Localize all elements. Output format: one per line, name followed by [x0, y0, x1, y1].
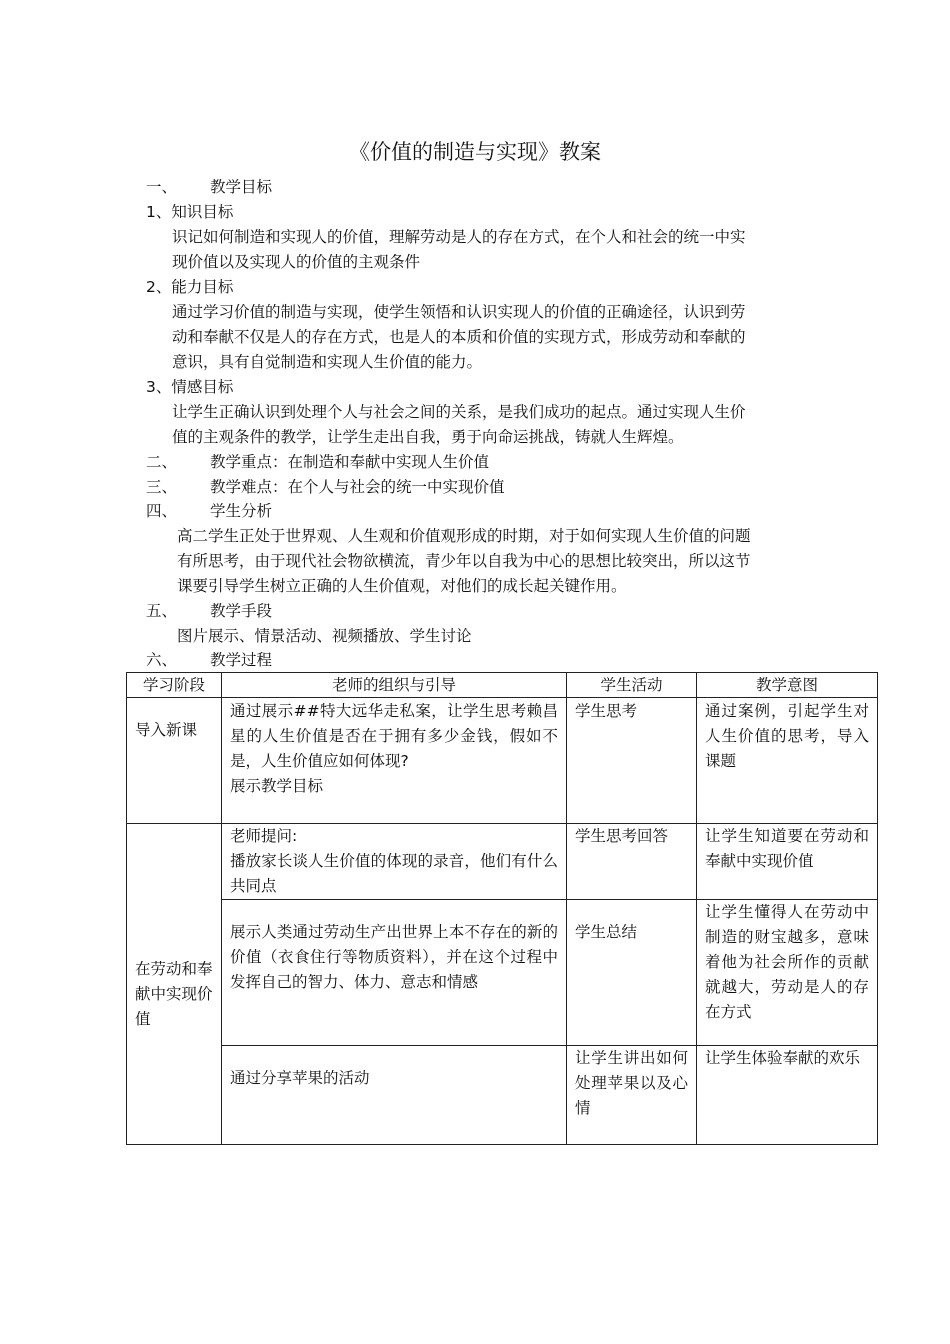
- student-analysis-line-1: 高二学生正处于世界观、人生观和价值观形成的时期，对于如何实现人生价值的问题: [177, 527, 751, 545]
- table-row: [127, 900, 878, 1046]
- section-6-heading: 教学过程: [210, 651, 273, 669]
- intent-question: 让学生知道要在劳动和奉献中实现价值: [697, 824, 878, 900]
- section-1-heading: 教学目标: [210, 178, 273, 196]
- ability-goal-line-2: 动和奉献不仅是人的存在方式，也是人的本质和价值的实现方式，形成劳动和奉献的: [172, 328, 746, 346]
- activity-intro: 学生思考: [567, 698, 697, 824]
- intent-intro: 通过案例，引起学生对人生价值的思考，导入课题: [697, 698, 878, 824]
- student-analysis-line-3: 课要引导学生树立正确的人生价值观，对他们的成长起关键作用。: [177, 577, 627, 595]
- table-header-row: [127, 673, 878, 698]
- header-student-activity: 学生活动: [567, 673, 697, 698]
- header-teacher-guidance: 老师的组织与引导: [222, 673, 567, 698]
- stage-labor-dedication: 在劳动和奉献中实现价值: [127, 824, 222, 1145]
- guide-cell-question: [222, 824, 567, 900]
- guide-apple: 通过分享苹果的活动: [222, 1046, 567, 1145]
- intent-labor: 让学生懂得人在劳动中制造的财宝越多，意味着他为社会所作的贡献就越大，劳动是人的存在方式: [697, 900, 878, 1046]
- guide-question-text: 播放家长谈人生价值的体现的录音，他们有什么共同点: [230, 852, 558, 895]
- activity-question: 学生思考回答: [567, 824, 697, 900]
- stage-intro: 导入新课: [127, 698, 222, 824]
- table-row: [127, 1046, 878, 1145]
- header-teaching-intent: 教学意图: [697, 673, 878, 698]
- section-4-number: 四、: [146, 502, 178, 520]
- section-6-number: 六、: [146, 651, 178, 669]
- table-row: [127, 698, 878, 824]
- header-stage: 学习阶段: [127, 673, 222, 698]
- teaching-process-table: [126, 672, 878, 1145]
- student-analysis-line-2: 有所思考，由于现代社会物欲横流，青少年以自我为中心的思想比较突出，所以这节: [177, 552, 751, 570]
- activity-labor: 学生总结: [567, 900, 697, 1046]
- section-2-heading: 教学重点：在制造和奉献中实现人生价值: [210, 453, 490, 471]
- emotion-goal-line-1: 让学生正确认识到处理个人与社会之间的关系，是我们成功的起点。通过实现人生价: [172, 403, 746, 421]
- section-3-heading: 教学难点：在个人与社会的统一中实现价值: [210, 478, 505, 496]
- activity-apple: 让学生讲出如何处理苹果以及心情: [567, 1046, 697, 1145]
- section-3-number: 三、: [146, 478, 178, 496]
- guide-cell-intro: [222, 698, 567, 824]
- guide-intro-text: 通过展示##特大远华走私案，让学生思考赖昌星的人生价值是否在于拥有多少金钱，假如不是，人生价值应如何体现?: [230, 702, 558, 770]
- section-5-number: 五、: [146, 602, 178, 620]
- section-4-heading: 学生分析: [210, 502, 273, 520]
- guide-question-label: 老师提问:: [230, 827, 298, 845]
- ability-goal-line-3: 意识，具有自觉制造和实现人生价值的能力。: [172, 353, 483, 371]
- section-2-number: 二、: [146, 453, 178, 471]
- emotion-goal-heading: 3、情感目标: [146, 378, 234, 396]
- knowledge-goal-line-2: 现价值以及实现人的价值的主观条件: [172, 253, 421, 271]
- emotion-goal-line-2: 值的主观条件的教学，让学生走出自我，勇于向命运挑战，铸就人生辉煌。: [172, 428, 684, 446]
- section-1-number: 一、: [146, 178, 178, 196]
- knowledge-goal-line-1: 识记如何制造和实现人的价值，理解劳动是人的存在方式，在个人和社会的统一中实: [172, 228, 746, 246]
- guide-intro-objectives: 展示教学目标: [230, 777, 324, 795]
- ability-goal-line-1: 通过学习价值的制造与实现，使学生领悟和认识实现人的价值的正确途径，认识到劳: [172, 303, 746, 321]
- ability-goal-heading: 2、能力目标: [146, 278, 234, 296]
- teaching-means-text: 图片展示、情景活动、视频播放、学生讨论: [177, 627, 472, 645]
- intent-apple: 让学生体验奉献的欢乐: [697, 1046, 878, 1145]
- guide-labor: 展示人类通过劳动生产出世界上本不存在的新的价值（衣食住行等物质资料），并在这个过程中发挥自己的智力、体力、意志和情感: [222, 900, 567, 1046]
- knowledge-goal-heading: 1、知识目标: [146, 203, 234, 221]
- table-row: [127, 824, 878, 900]
- section-5-heading: 教学手段: [210, 602, 273, 620]
- document-title: 《价值的制造与实现》教案: [349, 140, 601, 164]
